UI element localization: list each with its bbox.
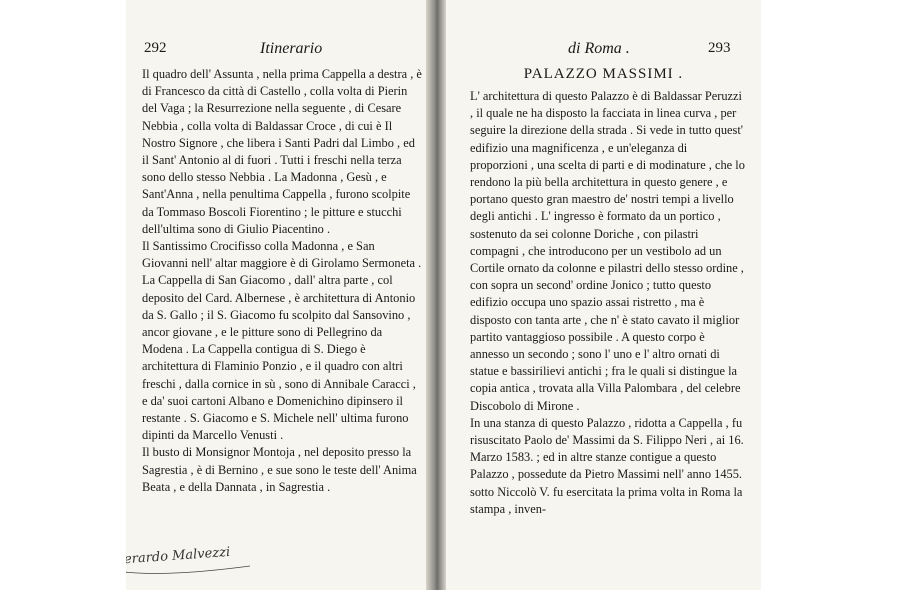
right-running-title: di Roma . <box>568 40 630 57</box>
right-text-block <box>470 88 746 518</box>
left-paragraph: Il busto di Monsignor Montoja , nel deposito presso la Sagrestia , è di Bernino , e sue sono le teste dell' Anima Beata , e della Dannata , in Sagrestia . <box>142 445 417 494</box>
right-page-number: 293 <box>708 40 731 56</box>
left-paragraph: Il quadro dell' Assunta , nella prima Cappella a destra , è di Francesco da città di Castello , colla volta di Pierin del Vaga ; la Resurrezione nella seguente , di Cesare Nebbia , colla volta di Baldassar Croce , di cui è Il Nostro Signore , che libera i Santi Padri dal Limbo , ed il Sant' Antonio al di fuori . Tutti i freschi nella terza sono dello stesso Nebbia . La Madonna , Gesù , e Sant'Anna , nella penultima Cappella , furono scolpite da Tommaso Boscoli Fiorentino ; le pitture e stucchi dell'ultima sono di Giulio Piacentino . <box>142 67 422 236</box>
section-heading: PALAZZO MASSIMI . <box>523 66 684 82</box>
left-page-number: 292 <box>144 40 167 56</box>
signature-flourish <box>126 566 250 573</box>
left-running-head <box>136 40 416 60</box>
signature-text: Gerardo Malvezzi <box>113 544 231 568</box>
left-text-block <box>142 66 422 496</box>
left-running-title: Itinerario <box>260 40 323 57</box>
left-paragraph: Il Santissimo Crocifisso colla Madonna , e San Giovanni nell' altar maggiore è di Girolamo Sermoneta . La Cappella di San Giacomo , dall' altra parte , col deposito del Card. Albernese , è architettura di Antonio da S. Gallo ; il S. Giacomo fu scolpito dal Sansovino , ancor giovane , e le pitture sono di Pellegrino da Modena . La Cappella contigua di S. Diego è architettura di Flaminio Ponzio , e il quadro con altri freschi , dalla cornice in sù , sono di Annibale Caracci , e da' suoi cartoni Albano e Domenichino dipinsero il restante . S. Giacomo e S. Michele nell' ultima furono dipinti da Marcello Venusti . <box>142 239 422 443</box>
right-paragraph: L' architettura di questo Palazzo è di Baldassar Peruzzi , il quale ne ha disposto la facciata in linea curva , per seguire la direzione della strada . Si vede in tutto quest' edifizio una magnificenza , e un'eleganza di proporzioni , una scelta di parti e di modinature , che lo rendono la più bella architettura in questo genere , e portano questo gran maestro de' nostri tempi a livello degli antichi . L' ingresso è formato da un portico , sostenuto da sei colonne Doriche , con pilastri compagni , che introducono per un vestibolo ad un Cortile ornato da colonne e pilastri dello stesso ordine , con sopra un second' ordine Jonico ; tutto questo edifizio occupa uno spazio assai ristretto , ma è disposto con tanta arte , che n' è stato cavato il miglior partito vantaggioso possibile . A questo corpo è annesso un secondo ; sono l' uno e l' altro ornati di statue e bassirilievi antichi ; fra le quali si distingue la copia antica , trovata alla Villa Palombara , del celebre Discobolo di Mirone . <box>470 89 745 413</box>
right-page <box>446 0 761 590</box>
book-gutter <box>426 0 446 590</box>
right-paragraph: In una stanza di questo Palazzo , ridotta a Cappella , fu risuscitato Paolo de' Massimi da S. Filippo Neri , ai 16. Marzo 1583. ; ed in altre stanze contigue a questo Palazzo , possedute da Pietro Massimi nell' anno 1455. sotto Niccolò V. fu esercitata la prima volta in Roma la stampa , inven- <box>470 415 744 516</box>
right-running-head <box>456 40 751 60</box>
handwritten-signature <box>113 540 280 580</box>
left-page <box>113 0 426 590</box>
